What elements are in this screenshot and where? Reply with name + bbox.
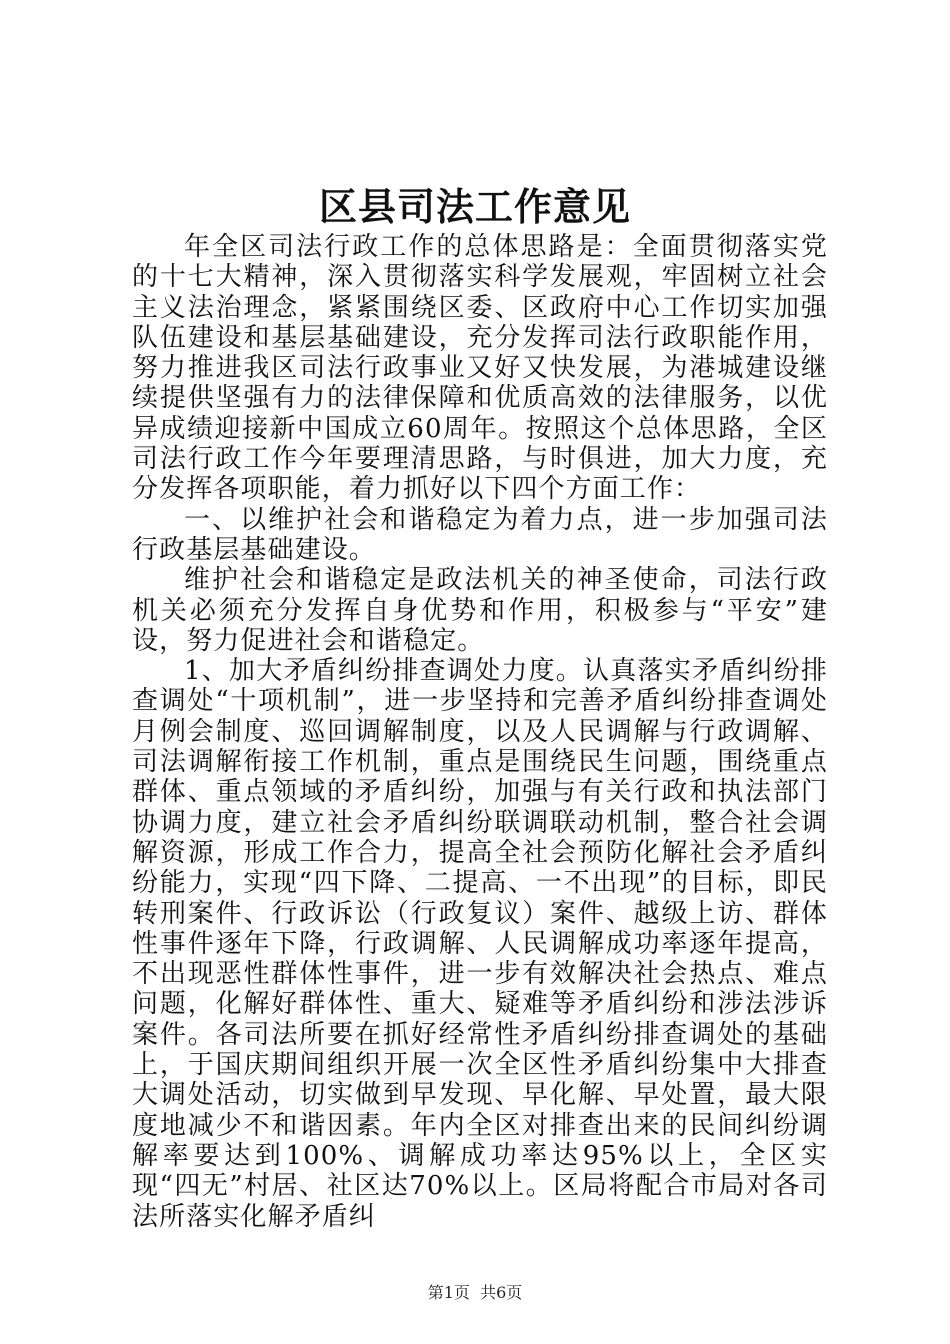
- document-body: [132, 232, 828, 1232]
- document-title: 区县司法工作意见: [318, 184, 631, 229]
- paragraph-section-heading-1: 一、以维护社会和谐稳定为着力点，进一步加强司法行政基层基础建设。: [132, 504, 828, 565]
- page-number-footer: 第1页 共6页: [427, 1283, 523, 1302]
- paragraph-stability-intro: 维护社会和谐稳定是政法机关的神圣使命，司法行政机关必须充分发挥自身优势和作用，积极参与“平安”建设，努力促进社会和谐稳定。: [132, 565, 828, 656]
- paragraph-overview: 年全区司法行政工作的总体思路是：全面贯彻落实党的十七大精神，深入贯彻落实科学发展观，牢固树立社会主义法治理念，紧紧围绕区委、区政府中心工作切实加强队伍建设和基层基础建设，充分发挥司法行政职能作用，努力推进我区司法行政事业又好又快发展，为港城建设继续提供坚强有力的法律保障和优质高效的法律服务，以优异成绩迎接新中国成立60周年。按照这个总体思路，全区司法行政工作今年要理清思路，与时俱进，加大力度，充分发挥各项职能，着力抓好以下四个方面工作：: [132, 232, 828, 505]
- paragraph-item-1: 1、加大矛盾纠纷排查调处力度。认真落实矛盾纠纷排查调处“十项机制”，进一步坚持和完善矛盾纠纷排查调处月例会制度、巡回调解制度，以及人民调解与行政调解、司法调解衔接工作机制，重点是围绕民生问题，围绕重点群体、重点领域的矛盾纠纷，加强与有关行政和执法部门协调力度，建立社会矛盾纠纷联调联动机制，整合社会调解资源，形成工作合力，提高全社会预防化解社会矛盾纠纷能力，实现“四下降、二提高、一不出现”的目标，即民转刑案件、行政诉讼（行政复议）案件、越级上访、群体性事件逐年下降，行政调解、人民调解成功率逐年提高，不出现恶性群体性事件，进一步有效解决社会热点、难点问题，化解好群体性、重大、疑难等矛盾纠纷和涉法涉诉案件。各司法所要在抓好经常性矛盾纠纷排查调处的基础上，于国庆期间组织开展一次全区性矛盾纠纷集中大排查大调处活动，切实做到早发现、早化解、早处置，最大限度地减少不和谐因素。年内全区对排查出来的民间纠纷调解率要达到100%、调解成功率达95%以上，全区实现“四无”村居、社区达70%以上。区局将配合市局对各司法所落实化解矛盾纠: [132, 656, 828, 1232]
